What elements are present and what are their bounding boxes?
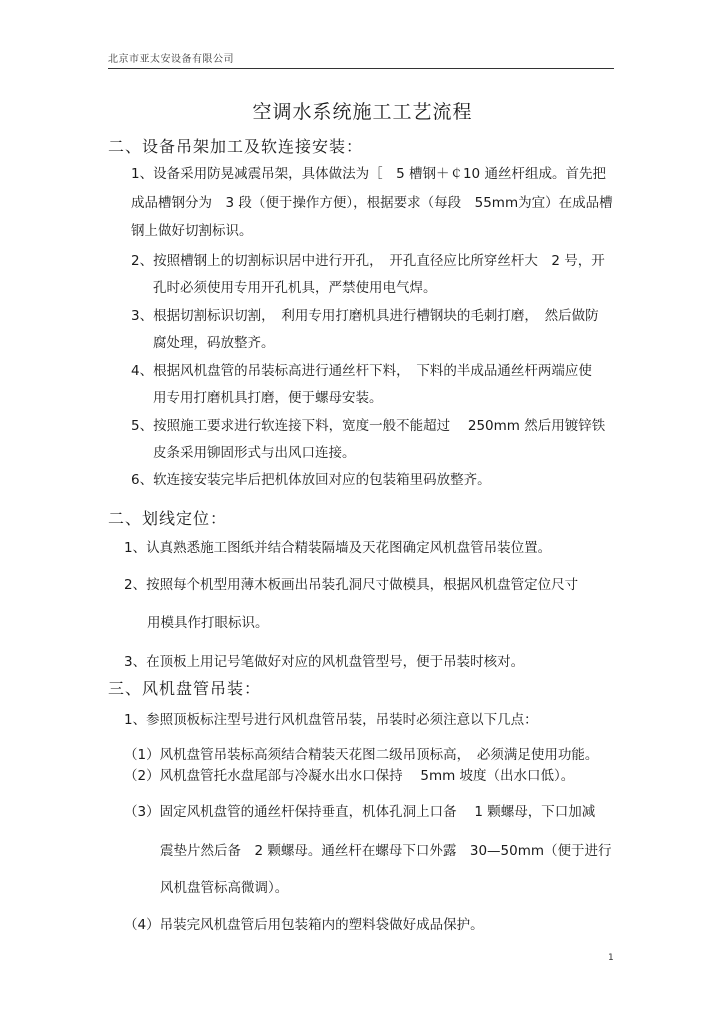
paragraph-line: 用模具作打眼标识。 <box>147 615 269 631</box>
paragraph-line: 3、在顶板上用记号笔做好对应的风机盘管型号，便于吊装时核对。 <box>124 654 525 670</box>
section-heading-marking: 二、划线定位： <box>108 509 228 528</box>
paragraph-line: 风机盘管标高微调）。 <box>160 880 289 896</box>
paragraph-line: 4、根据风机盘管的吊装标高进行通丝杆下料， 下料的半成品通丝杆两端应使 <box>131 363 592 379</box>
header-divider <box>108 68 614 69</box>
paragraph-line: 震垫片然后备 2 颗螺母。通丝杆在螺母下口外露 30—50mm（便于进行 <box>160 843 612 859</box>
paragraph-line: 腐处理，码放整齐。 <box>153 335 275 351</box>
company-header: 北京市亚太安设备有限公司 <box>108 54 234 65</box>
section-heading-hanger-installation: 二、设备吊架加工及软连接安装： <box>108 137 364 156</box>
paragraph-line: （4）吊装完风机盘管后用包装箱内的塑料袋做好成品保护。 <box>124 917 484 933</box>
paragraph-line: 2、按照槽钢上的切割标识居中进行开孔， 开孔直径应比所穿丝杆大 2 号，开 <box>131 253 605 269</box>
paragraph-line: 3、根据切割标识切割， 利用专用打磨机具进行槽钢块的毛刺打磨， 然后做防 <box>131 308 599 324</box>
paragraph-line: 皮条采用铆固形式与出风口连接。 <box>153 445 356 461</box>
page-number: 1 <box>608 953 614 963</box>
paragraph-line: （3）固定风机盘管的通丝杆保持垂直，机体孔洞上口备 1 颗螺母，下口加减 <box>124 804 596 820</box>
paragraph-line: （2）风机盘管托水盘尾部与冷凝水出水口保持 5mm 坡度（出水口低）。 <box>124 768 575 784</box>
paragraph-line: （1）风机盘管吊装标高须结合精装天花图二级吊顶标高， 必须满足使用功能。 <box>124 747 599 763</box>
section-heading-fan-coil-hoisting: 三、风机盘管吊装： <box>108 679 262 698</box>
paragraph-line: 6、软连接安装完毕后把机体放回对应的包装箱里码放整齐。 <box>131 472 491 488</box>
paragraph-line: 1、认真熟悉施工图纸并结合精装隔墙及天花图确定风机盘管吊装位置。 <box>124 540 552 556</box>
paragraph-line: 1、设备采用防晃减震吊架，具体做法为［ 5 槽钢＋￠10 通丝杆组成。首先把 <box>131 166 606 182</box>
document-title: 空调水系统施工工艺流程 <box>252 101 473 123</box>
paragraph-line: 5、按照施工要求进行软连接下料，宽度一般不能超过 250mm 然后用镀锌铁 <box>131 418 606 434</box>
paragraph-line: 成品槽钢分为 3 段（便于操作方便），根据要求（每段 55mm为宜）在成品槽 <box>131 195 613 211</box>
paragraph-line: 钢上做好切割标识。 <box>131 223 253 239</box>
paragraph-line: 孔时必须使用专用开孔机具，严禁使用电气焊。 <box>153 280 437 296</box>
paragraph-line: 2、按照每个机型用薄木板画出吊装孔洞尺寸做模具，根据风机盘管定位尺寸 <box>124 577 579 593</box>
paragraph-line: 用专用打磨机具打磨，便于螺母安装。 <box>153 390 383 406</box>
paragraph-line: 1、参照顶板标注型号进行风机盘管吊装，吊装时必须注意以下几点： <box>124 712 538 728</box>
